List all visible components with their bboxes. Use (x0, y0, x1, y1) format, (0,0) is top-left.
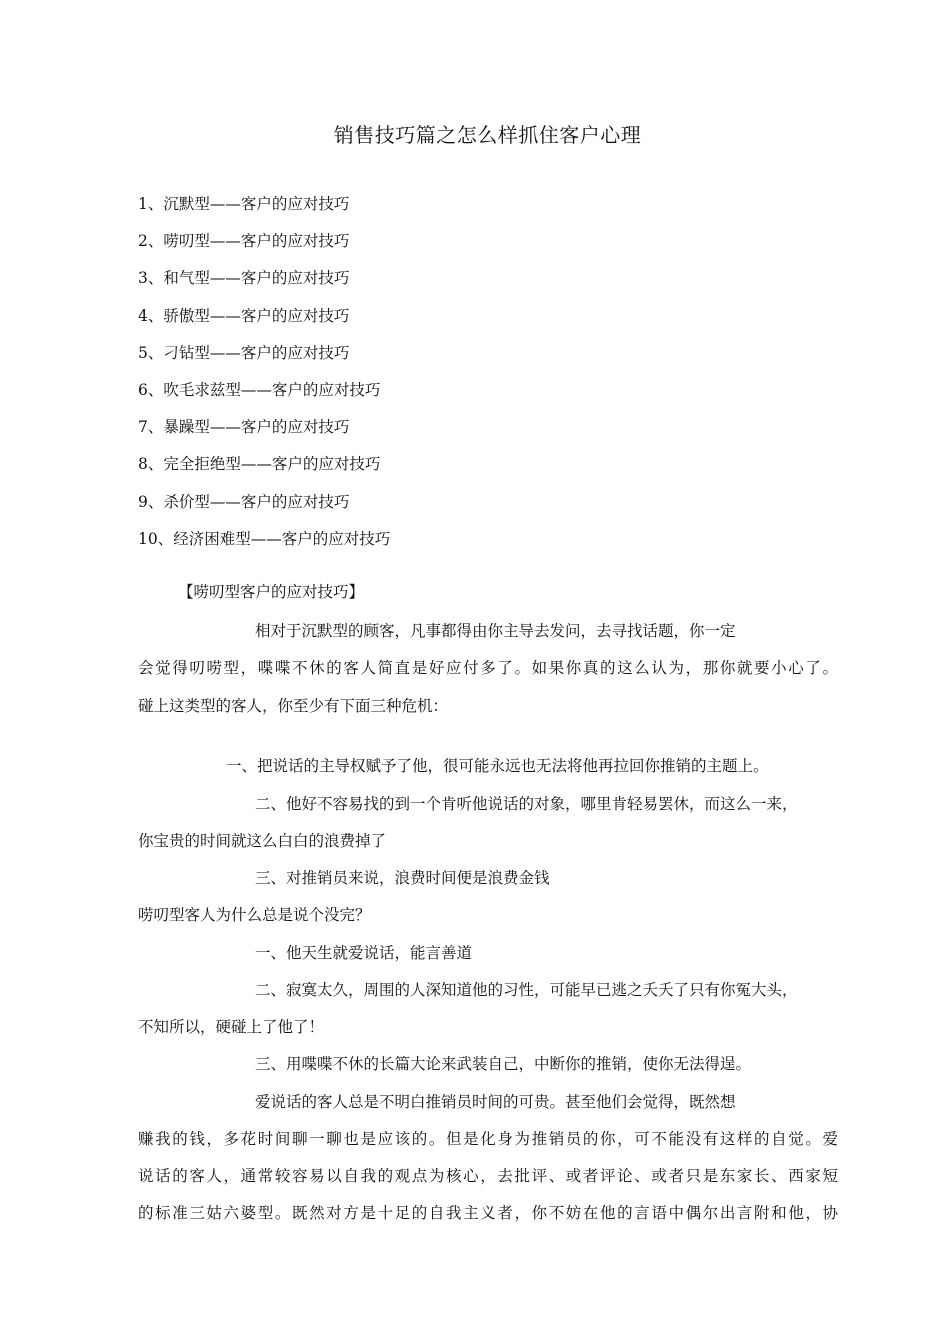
toc-item: 9、杀价型——客户的应对技巧 (138, 492, 350, 511)
body-line: 相对于沉默型的顾客，凡事都得由你主导去发问，去寻找话题，你一定 (255, 622, 736, 640)
toc-item: 4、骄傲型——客户的应对技巧 (138, 306, 350, 325)
body-line: 爱说话的客人总是不明白推销员时间的可贵。甚至他们会觉得，既然想 (255, 1093, 736, 1111)
body-line: 三、对推销员来说，浪费时间便是浪费金钱 (255, 869, 550, 887)
toc-item: 8、完全拒绝型——客户的应对技巧 (138, 455, 381, 474)
body-line: 一、他天生就爱说话，能言善道 (255, 944, 473, 962)
body-line: 不知所以，硬碰上了他了！ (138, 1018, 325, 1036)
toc-item: 10、经济困难型——客户的应对技巧 (138, 529, 391, 548)
section-heading: 【唠叨型客户的应对技巧】 (178, 583, 365, 601)
toc-item: 6、吹毛求兹型——客户的应对技巧 (138, 381, 381, 400)
body-line: 的标准三姑六婆型。既然对方是十足的自我主义者，你不妨在他的言语中偶尔出言附和他，协 (138, 1204, 838, 1222)
body-line: 三、用喋喋不休的长篇大论来武装自己，中断你的推销，使你无法得逞。 (255, 1055, 752, 1073)
body-line: 会觉得叨唠型，喋喋不休的客人简直是好应付多了。如果你真的这么认为，那你就要小心了。 (138, 659, 838, 677)
body-line: 二、寂寞太久，周围的人深知道他的习性，可能早已逃之夭夭了只有你冤大头， (255, 981, 798, 999)
table-of-contents (138, 186, 390, 558)
body-line: 赚我的钱，多花时间聊一聊也是应该的。但是化身为推销员的你，可不能没有这样的自觉。爱 (138, 1130, 838, 1148)
toc-item: 1、沉默型——客户的应对技巧 (138, 195, 350, 213)
toc-item: 3、和气型——客户的应对技巧 (138, 269, 350, 288)
toc-item: 7、暴躁型——客户的应对技巧 (138, 418, 350, 437)
document-title: 销售技巧篇之怎么样抓住客户心理 (333, 123, 642, 147)
body-line: 碰上这类型的客人，你至少有下面三种危机： (138, 697, 449, 715)
body-line: 唠叨型客人为什么总是说个没完？ (138, 906, 371, 924)
body-line: 二、他好不容易找的到一个肯听他说话的对象，哪里肯轻易罢休，而这么一来， (255, 795, 798, 813)
toc-item: 2、唠叨型——客户的应对技巧 (138, 232, 350, 251)
body-line: 说话的客人，通常较容易以自我的观点为核心，去批评、或者评论、或者只是东家长、西家短 (138, 1167, 838, 1185)
body-line: 一、把说话的主导权赋予了他，很可能永远也无法将他再拉回你推销的主题上。 (226, 757, 769, 775)
body-line: 你宝贵的时间就这么白白的浪费掉了 (138, 832, 387, 850)
toc-item: 5、刁钻型——客户的应对技巧 (138, 343, 350, 362)
